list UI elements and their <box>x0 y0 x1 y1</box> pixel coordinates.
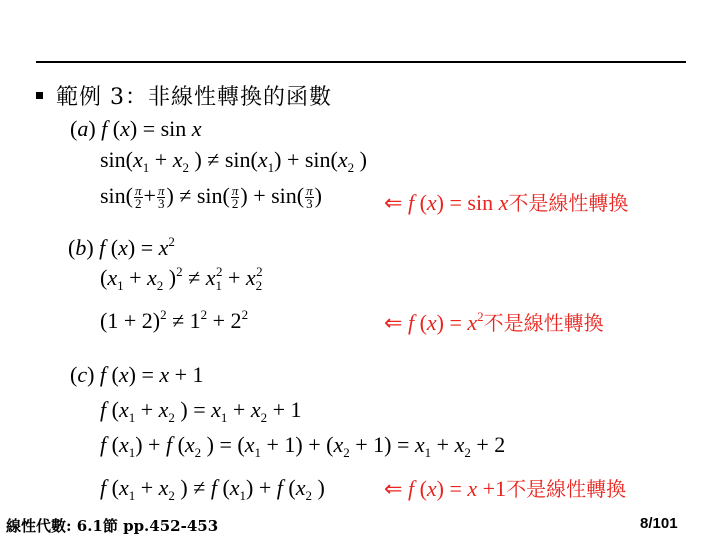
part-b-line2: ($x_1 + x_2$ )$^2 \ne x_1^2 + x_2^2$ <box>100 264 263 293</box>
slide-title: 範例 3：非線性轉換的函數 <box>56 85 332 110</box>
part-b-conclusion-suffix: 不是線性轉換 <box>483 311 604 335</box>
part-a-conclusion-suffix: 不是線性轉換 <box>508 191 629 215</box>
part-b-conclusion: ⇐ f $(x) = x^2$不是線性轉換 <box>384 309 604 335</box>
part-c-conclusion: ⇐ f (x) = x +1不是線性轉換 <box>384 476 627 501</box>
part-a-conclusion: ⇐ f (x) = sin x不是線性轉換 <box>384 190 629 215</box>
part-c-line1: (c) f (x) = x + 1 <box>70 362 204 387</box>
part-a-line3: sin( $\frac{\pi}{2}$ + $\frac{\pi}{3}$ ) ≠ sin( $\frac{\pi}{2}$ ) + sin( $\frac{\pi}{3}$ ) <box>100 183 322 212</box>
part-c-line2: f ($x_1 + x_2$ ) = $x_1 + x_2 + 1$ <box>100 397 302 425</box>
part-b-line1: (b) f $(x) = x^2$ <box>68 234 175 260</box>
page-number: 8/101 <box>640 515 678 532</box>
part-c-line4: f ($x_1 + x_2$ ) ≠ f $(x_1) + f$ ($x_2$ ) <box>100 475 325 503</box>
part-c-conclusion-suffix: 不是線性轉換 <box>506 477 627 501</box>
part-c-line3: f $(x_1) + f$ ($x_2$ ) = $(x_1 + 1) + (x_2 + 1) = x_1 + x_2 + 2$ <box>100 432 506 460</box>
title-divider <box>36 61 686 63</box>
footer-reference: 線性代數: 6.1節 pp.452-453 <box>6 517 219 535</box>
part-a-line2: $\sin(x_1 + x_2$ ) ≠ $\sin(x_1) + \sin(x_2$ ) <box>100 147 367 175</box>
part-b-line3: $(1 + 2)^2 \ne 1^2 + 2^2$ <box>100 307 249 333</box>
bullet-square-icon <box>36 92 43 99</box>
part-a-line1: (a) f (x) = sin x <box>70 116 202 141</box>
